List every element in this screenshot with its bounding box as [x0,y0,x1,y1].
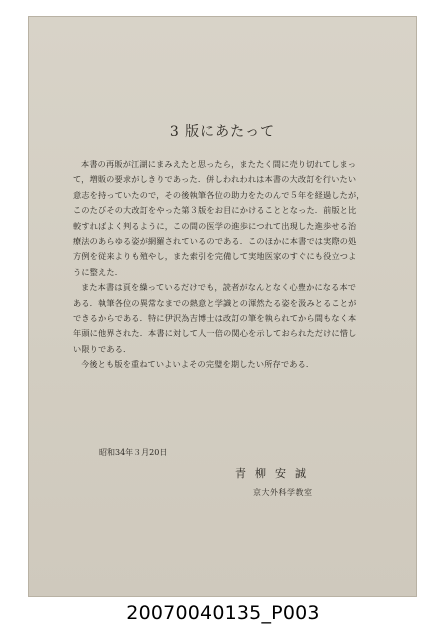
text-line: 年頭に他界された．本書に対して人一倍の関心を示しておられただけに惜し [73,328,357,339]
text-line: い限りである． [73,343,132,354]
page-title: 3 版にあたって [169,124,276,140]
document-page [28,16,417,597]
text-line: 今後とも版を重ねていよいよその完璧を期したい所存である． [81,359,315,370]
text-line: ある．執筆各位の異常なまでの熱意と学識との渾然たる姿を汲みとることが [73,297,357,308]
image-caption: 20070040135_P003 [126,602,320,624]
text-line: 意志を持っていたので，その後執筆各位の助力をたのんで５年を経過したが， [73,189,365,200]
text-line: うに整えた． [73,266,124,277]
paragraph-3 [73,357,377,372]
paragraph-1 [73,157,377,280]
author-name: 青柳安誠 [235,467,315,480]
author-affiliation: 京大外科学教室 [253,488,313,497]
text-line: 較すればよく判るように，この間の医学の進歩につれて出現した進歩せる治 [73,220,357,231]
paragraph-2 [73,280,377,357]
text-line: このたびその大改訂をやった第３版をお目にかけることとなった．前版と比 [73,205,357,216]
text-line: できるからである．特に伊沢為吉博士は改訂の筆を執られてから間もなく本 [73,313,357,324]
text-line: また本書は頁を繰っているだけでも，読者がなんとなく心豊かになる本で [81,282,357,293]
text-line: て，増販の要求がしきりであった．併しわれわれは本書の大改訂を行いたい [73,174,357,185]
text-line: 療法のあらゆる姿が網羅されているのである．このほかに本書では実際の処 [73,236,357,247]
text-line: 本書の再販が江湖にまみえたと思ったら，またたく間に売り切れてしまっ [81,159,357,169]
text-line: 方例を従来よりも殖やし，また索引を完備して実地医家のすぐにも役立つよ [73,251,357,262]
document-date: 昭和34年３月20日 [99,448,168,457]
body-text [73,157,377,373]
